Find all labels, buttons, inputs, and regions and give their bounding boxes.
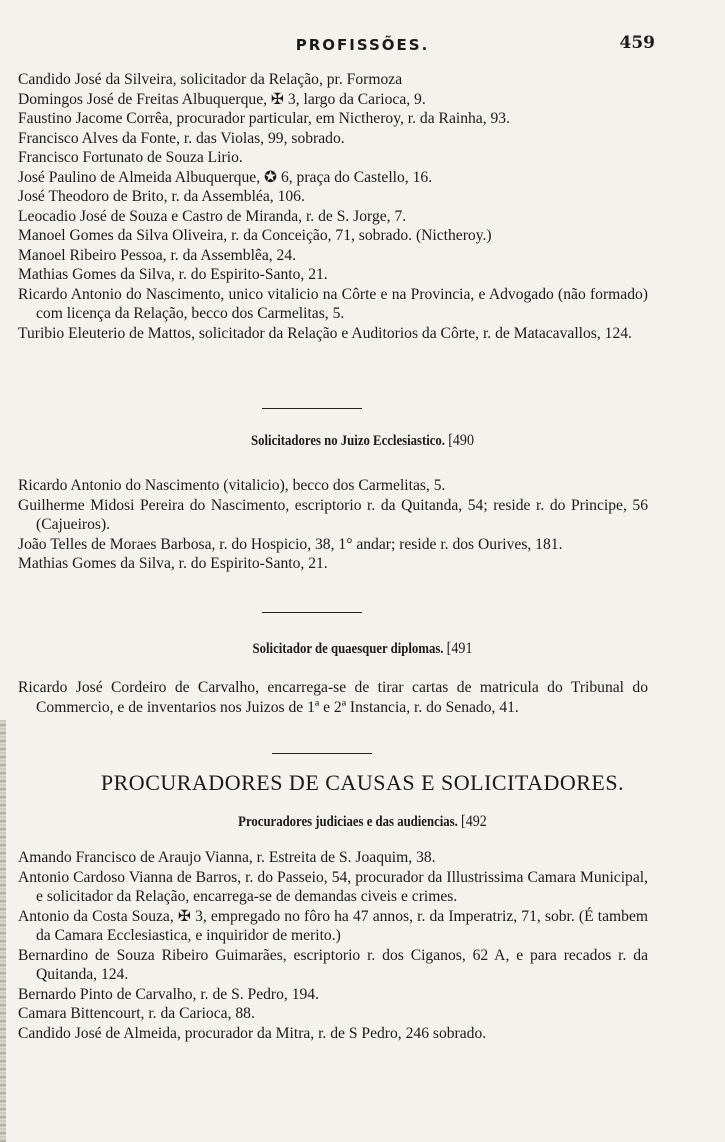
list-item: Amando Francisco de Araujo Vianna, r. Estreita de S. Joaquim, 38. (18, 849, 436, 866)
section-heading-diplomas (44, 640, 682, 658)
list-item: João Telles de Moraes Barbosa, r. do Hospicio, 38, 1° andar; reside r. dos Ourives, 181. (18, 535, 563, 553)
list-item: Francisco Fortunato de Souza Lirio. (18, 149, 243, 166)
list-item: Francisco Alves da Fonte, r. das Violas, 99, sobrado. (18, 129, 345, 147)
list-item: Bernardo Pinto de Carvalho, r. de S. Pedro, 194. (18, 985, 320, 1003)
section-heading-text: Solicitadores no Juizo Ecclesiastico. (251, 433, 445, 449)
divider (262, 408, 362, 409)
list-item: Leocadio José de Souza e Castro de Miranda, r. de S. Jorge, 7. (18, 207, 407, 225)
procuradores-list (18, 848, 648, 1043)
running-title: PROFISSÕES. (295, 36, 430, 54)
ecclesiastico-list (18, 476, 648, 574)
divider (262, 612, 362, 613)
list-item: Candido José da Silveira, solicitador da Relação, pr. Formoza (18, 71, 403, 88)
diplomas-list (18, 678, 648, 717)
list-item: Ricardo Antonio do Nascimento (vitalicio), becco dos Carmelitas, 5. (18, 477, 446, 494)
list-item: Domingos José de Freitas Albuquerque, ✠ 3, largo da Carioca, 9. (18, 90, 426, 108)
divider (272, 753, 372, 754)
list-item: José Theodoro de Brito, r. da Assembléa, 106. (18, 188, 305, 205)
section-number: [491 (446, 640, 473, 657)
scan-binding-edge (0, 720, 6, 1142)
list-item: Turibio Eleuterio de Mattos, solicitador da Relação e Auditorios da Côrte, r. de Matacavallos, 124. (18, 324, 632, 342)
list-item: Bernardino de Souza Ribeiro Guimarães, escriptorio r. dos Ciganos, 62 A, e para recados r. da Quitanda, 124. (18, 946, 648, 983)
solicitadores-list (18, 70, 648, 343)
list-item: Antonio Cardoso Vianna de Barros, r. do Passeio, 54, procurador da Illustrissima Camara Municipal, e solicitador da Relação, encarrega-se de demandas civeis e crimes. (18, 868, 648, 905)
list-item: Candido José de Almeida, procurador da Mitra, r. de S Pedro, 246 sobrado. (18, 1024, 487, 1042)
list-item: Faustino Jacome Corrêa, procurador particular, em Nictheroy, r. da Rainha, 93. (18, 110, 511, 127)
list-item: Ricardo Antonio do Nascimento, unico vitalicio na Côrte e na Provincia, e Advogado (não formado) com licença da Relação, becco dos Carmelitas, 5. (18, 285, 648, 322)
page-header (0, 33, 725, 60)
section-heading-text: Procuradores judiciaes e das audiencias. (238, 814, 458, 830)
page-number: 459 (619, 33, 655, 53)
section-heading-text: Solicitador de quaesquer diplomas. (252, 641, 444, 657)
list-item: Manoel Gomes da Silva Oliveira, r. da Conceição, 71, sobrado. (Nictheroy.) (18, 227, 492, 244)
list-item: Antonio da Costa Souza, ✠ 3, empregado no fôro ha 47 annos, r. da Imperatriz, 71, sobr. (É tambem da Camara Ecclesiastica, e inquiridor de merito.) (18, 907, 648, 944)
section-heading-procuradores (44, 813, 682, 831)
section-number: [490 (448, 432, 474, 449)
list-item: Mathias Gomes da Silva, r. do Espirito-Santo, 21. (18, 266, 328, 283)
list-item: Guilherme Midosi Pereira do Nascimento, escriptorio r. da Quitanda, 54; reside r. do Principe, 56 (Cajueiros). (18, 496, 648, 533)
section-title-procuradores: PROCURADORES DE CAUSAS E SOLICITADORES. (100, 770, 625, 795)
list-item: Camara Bittencourt, r. da Carioca, 88. (18, 1005, 255, 1022)
section-heading-ecclesiastico (44, 432, 682, 450)
list-item: Mathias Gomes da Silva, r. do Espirito-Santo, 21. (18, 555, 328, 572)
list-item: José Paulino de Almeida Albuquerque, ✪ 6, praça do Castello, 16. (18, 168, 433, 186)
list-item: Manoel Ribeiro Pessoa, r. da Assemblêa, 24. (18, 246, 297, 264)
list-item: Ricardo José Cordeiro de Carvalho, encarrega-se de tirar cartas de matricula do Tribunal do Commercio, e de inventarios nos Juizos de 1ª e 2ª Instancia, r. do Senado, 41. (18, 679, 648, 716)
section-number: [492 (461, 813, 487, 830)
